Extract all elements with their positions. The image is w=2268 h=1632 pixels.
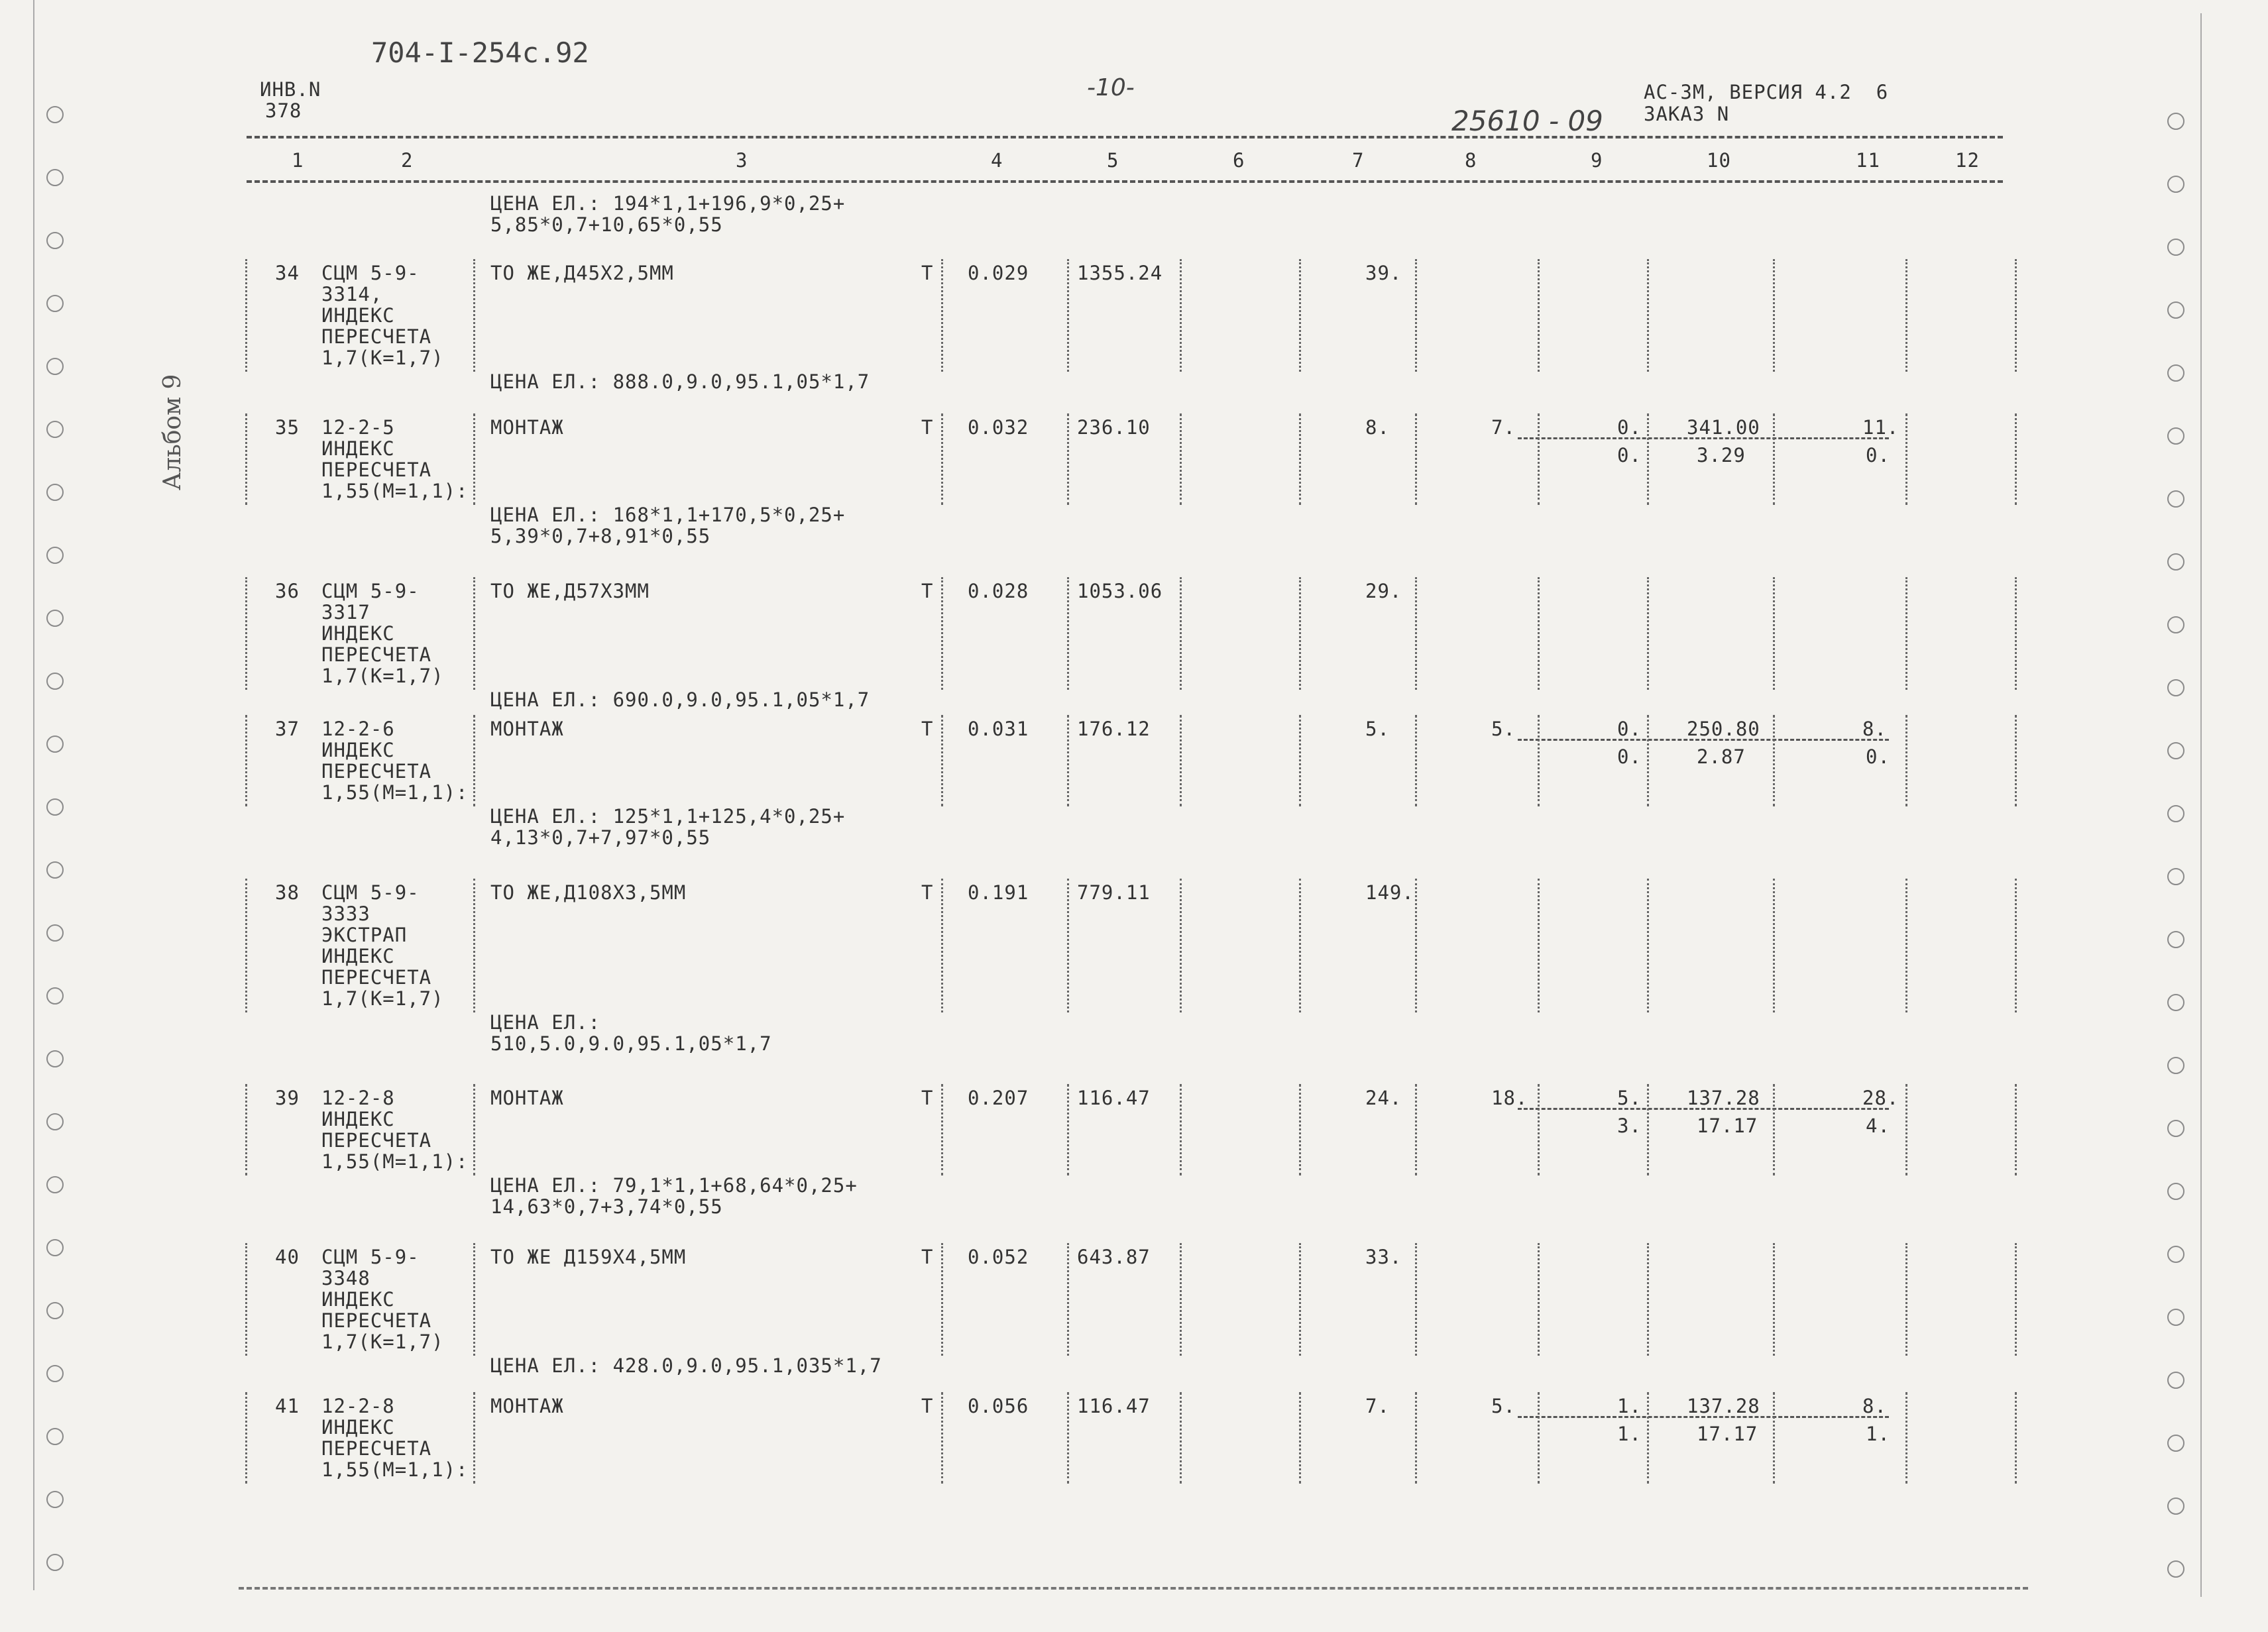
column-separator: [1773, 577, 1775, 690]
column-separator: [1905, 1392, 1907, 1484]
column-header-5: 5: [1107, 149, 1119, 172]
entry-unit: Т: [921, 262, 934, 284]
punch-hole: [46, 1239, 64, 1256]
entry-code-line: 12-2-8: [321, 1087, 395, 1109]
entry-sub-materials: 2.87: [1697, 745, 1746, 768]
punch-hole: [46, 106, 64, 123]
column-separator: [245, 1084, 247, 1175]
entry-code-line: ПЕРЕСЧЕТА: [321, 966, 432, 989]
column-separator: [1180, 1392, 1182, 1484]
punch-hole: [46, 861, 64, 879]
entry-description: ТО ЖЕ,Д57Х3ММ: [490, 580, 650, 602]
entry-number: 35: [275, 416, 300, 439]
footer-rule: [239, 1587, 2028, 1590]
entry-code-line: ИНДЕКС: [321, 739, 395, 761]
sub-rule: [1518, 1108, 1889, 1110]
entry-qty: 0.207: [968, 1087, 1029, 1109]
entry-code-line: 12-2-8: [321, 1395, 395, 1417]
entry-price-line: ЦЕНА ЕЛ.: 125*1,1+125,4*0,25+: [490, 805, 846, 828]
punch-hole: [2167, 553, 2184, 571]
entry-price-line: ЦЕНА ЕЛ.: 888.0,9.0,95.1,05*1,7: [490, 370, 870, 393]
punch-hole: [46, 1302, 64, 1319]
column-separator: [473, 259, 475, 372]
punch-hole: [46, 484, 64, 501]
column-separator: [473, 1243, 475, 1356]
column-separator: [1299, 1084, 1301, 1175]
entry-qty: 0.191: [968, 881, 1029, 904]
punch-hole: [2167, 427, 2184, 445]
column-header-6: 6: [1233, 149, 1245, 172]
column-separator: [1905, 413, 1907, 505]
column-separator: [1538, 1084, 1540, 1175]
punch-hole: [2167, 301, 2184, 319]
column-separator: [473, 1392, 475, 1484]
punch-hole: [46, 987, 64, 1005]
column-separator: [1647, 577, 1649, 690]
punch-hole: [2167, 490, 2184, 508]
entry-code-line: 1,55(М=1,1):: [321, 1150, 469, 1173]
column-separator: [1067, 577, 1069, 690]
left-frame-line: [33, 0, 34, 1590]
entry-machine: 1.: [1617, 1395, 1642, 1417]
entry-price-line: ЦЕНА ЕЛ.: 690.0,9.0,95.1,05*1,7: [490, 688, 870, 711]
entry-code-line: ИНДЕКС: [321, 1108, 395, 1130]
entry-labor: 7.: [1491, 416, 1516, 439]
punch-hole: [2167, 868, 2184, 885]
column-separator: [1538, 577, 1540, 690]
column-separator: [1415, 715, 1417, 806]
column-separator: [473, 577, 475, 690]
punch-hole: [2167, 994, 2184, 1011]
entry-code-line: ЭКСТРАП: [321, 924, 408, 946]
column-header-8: 8: [1465, 149, 1477, 172]
column-separator: [1415, 1392, 1417, 1484]
entry-unit-price: 643.87: [1077, 1246, 1151, 1268]
entry-materials: 341.00: [1687, 416, 1760, 439]
column-separator: [1538, 1243, 1540, 1356]
column-separator: [1647, 259, 1649, 372]
column-separator: [2015, 1392, 2017, 1484]
column-separator: [245, 879, 247, 1012]
column-separator: [1538, 879, 1540, 1012]
punch-hole: [46, 1365, 64, 1382]
entry-number: 34: [275, 262, 300, 284]
column-separator: [1180, 413, 1182, 505]
entry-sub-wages: 0.: [1866, 443, 1890, 466]
entry-labor: 18.: [1491, 1087, 1528, 1109]
entry-code-line: ПЕРЕСЧЕТА: [321, 760, 432, 783]
column-separator: [245, 1392, 247, 1484]
punch-hole: [46, 798, 64, 816]
entry-code-line: 1,7(К=1,7): [321, 1331, 444, 1353]
entry-description: МОНТАЖ: [490, 1087, 564, 1109]
entry-unit-price: 1355.24: [1077, 262, 1163, 284]
punch-hole: [2167, 1372, 2184, 1389]
column-separator: [1067, 715, 1069, 806]
column-separator: [1299, 413, 1301, 505]
entry-wages: 11.: [1862, 416, 1899, 439]
entry-price-line: ЦЕНА ЕЛ.:: [490, 1011, 601, 1034]
column-separator: [1415, 259, 1417, 372]
doc-code: 704-I-254c.92: [371, 36, 589, 69]
punch-hole: [2167, 616, 2184, 633]
column-separator: [473, 879, 475, 1012]
entry-qty: 0.052: [968, 1246, 1029, 1268]
entry-code-line: 3314,: [321, 283, 383, 305]
entry-price-line: 4,13*0,7+7,97*0,55: [490, 826, 711, 849]
entry-code-line: 1,55(М=1,1):: [321, 480, 469, 502]
entry-code-line: ИНДЕКС: [321, 622, 395, 645]
column-separator: [1773, 715, 1775, 806]
column-separator: [1180, 1084, 1182, 1175]
entry-unit: Т: [921, 1395, 934, 1417]
entry-code-line: ИНДЕКС: [321, 1288, 395, 1311]
entry-wages: 8.: [1862, 718, 1887, 740]
column-separator: [1773, 259, 1775, 372]
column-header-12: 12: [1955, 149, 1980, 172]
entry-sub-machine: 3.: [1617, 1114, 1642, 1137]
punch-hole: [46, 169, 64, 186]
punch-hole: [46, 673, 64, 690]
column-separator: [1647, 879, 1649, 1012]
entry-total: 33.: [1365, 1246, 1402, 1268]
punch-hole: [46, 1554, 64, 1571]
entry-unit: Т: [921, 881, 934, 904]
entry-total: 5.: [1365, 718, 1390, 740]
punch-hole: [46, 924, 64, 942]
entry-code-line: ИНДЕКС: [321, 945, 395, 967]
entry-price-line: 5,39*0,7+8,91*0,55: [490, 525, 711, 547]
entry-qty: 0.032: [968, 416, 1029, 439]
entry-description: МОНТАЖ: [490, 718, 564, 740]
column-separator: [1180, 715, 1182, 806]
inv-value: 378: [265, 99, 302, 122]
order-number: 25610 - 09: [1451, 105, 1603, 137]
column-separator: [1415, 1084, 1417, 1175]
entry-price-line: ЦЕНА ЕЛ.: 428.0,9.0,95.1,035*1,7: [490, 1354, 882, 1377]
entry-code-line: 1,55(М=1,1):: [321, 781, 469, 804]
entry-unit-price: 1053.06: [1077, 580, 1163, 602]
column-separator: [941, 1243, 943, 1356]
entry-qty: 0.029: [968, 262, 1029, 284]
punch-hole: [2167, 364, 2184, 382]
column-separator: [1067, 1392, 1069, 1484]
column-header-7: 7: [1352, 149, 1365, 172]
entry-total: 7.: [1365, 1395, 1390, 1417]
column-separator: [1299, 715, 1301, 806]
column-header-3: 3: [736, 149, 748, 172]
column-header-4: 4: [991, 149, 1003, 172]
column-separator: [2015, 1084, 2017, 1175]
column-separator: [245, 1243, 247, 1356]
column-separator: [1905, 577, 1907, 690]
punch-hole: [46, 358, 64, 375]
entry-description: ТО ЖЕ,Д108Х3,5ММ: [490, 881, 687, 904]
entry-total: 149.: [1365, 881, 1414, 904]
column-separator: [1905, 259, 1907, 372]
entry-code-line: 1,55(М=1,1):: [321, 1458, 469, 1481]
column-separator: [1773, 1243, 1775, 1356]
column-separator: [941, 413, 943, 505]
punch-hole: [2167, 113, 2184, 130]
column-separator: [473, 715, 475, 806]
column-separator: [1647, 1084, 1649, 1175]
column-header-9: 9: [1591, 149, 1603, 172]
punch-hole: [2167, 1560, 2184, 1578]
punch-hole: [46, 421, 64, 438]
album-side-label: Альбом 9: [159, 374, 186, 490]
entry-unit: Т: [921, 1246, 934, 1268]
column-separator: [941, 1392, 943, 1484]
punch-hole: [46, 610, 64, 627]
entry-total: 39.: [1365, 262, 1402, 284]
column-separator: [1299, 577, 1301, 690]
column-separator: [1180, 577, 1182, 690]
entry-labor: 5.: [1491, 1395, 1516, 1417]
column-separator: [2015, 715, 2017, 806]
entry-unit: Т: [921, 1087, 934, 1109]
entry-code-line: СЦМ 5-9-: [321, 580, 420, 602]
entry-sub-wages: 0.: [1866, 745, 1890, 768]
punch-hole: [2167, 239, 2184, 256]
sub-rule: [1518, 437, 1889, 439]
entry-sub-machine: 0.: [1617, 745, 1642, 768]
entry-code-line: ПЕРЕСЧЕТА: [321, 1309, 432, 1332]
column-separator: [1067, 879, 1069, 1012]
entry-code-line: 1,7(К=1,7): [321, 665, 444, 687]
punch-hole: [46, 1491, 64, 1508]
column-separator: [1415, 413, 1417, 505]
version-label: АС-3М, ВЕРСИЯ 4.2 6: [1644, 81, 1889, 103]
entry-code-line: ПЕРЕСЧЕТА: [321, 643, 432, 666]
entry-price-line: ЦЕНА ЕЛ.: 79,1*1,1+68,64*0,25+: [490, 1174, 858, 1197]
entry-code-line: 12-2-5: [321, 416, 395, 439]
column-separator: [1180, 259, 1182, 372]
column-header-2: 2: [401, 149, 414, 172]
column-separator: [941, 577, 943, 690]
punch-hole: [2167, 1120, 2184, 1137]
column-separator: [1299, 879, 1301, 1012]
column-separator: [245, 259, 247, 372]
column-separator: [1299, 259, 1301, 372]
punch-hole: [2167, 1497, 2184, 1515]
entry-number: 37: [275, 718, 300, 740]
punch-hole: [46, 735, 64, 753]
entry-code-line: 12-2-6: [321, 718, 395, 740]
column-separator: [941, 879, 943, 1012]
entry-price-line: 14,63*0,7+3,74*0,55: [490, 1195, 723, 1218]
entry-code-line: 1,7(К=1,7): [321, 987, 444, 1010]
column-header-11: 11: [1856, 149, 1880, 172]
entry-labor: 5.: [1491, 718, 1516, 740]
punch-hole: [2167, 1309, 2184, 1326]
punch-hole: [2167, 176, 2184, 193]
entry-description: МОНТАЖ: [490, 416, 564, 439]
inv-label: ИНВ.N: [260, 78, 321, 101]
column-separator: [2015, 577, 2017, 690]
column-separator: [245, 413, 247, 505]
entry-price-line: ЦЕНА ЕЛ.: 168*1,1+170,5*0,25+: [490, 504, 846, 526]
entry-unit-price: 116.47: [1077, 1395, 1151, 1417]
punch-hole: [46, 295, 64, 312]
column-separator: [1067, 1084, 1069, 1175]
entry-wages: 8.: [1862, 1395, 1887, 1417]
entry-number: 39: [275, 1087, 300, 1109]
entry-code-line: ПЕРЕСЧЕТА: [321, 1129, 432, 1152]
column-separator: [1905, 715, 1907, 806]
entry-description: ТО ЖЕ,Д45Х2,5ММ: [490, 262, 674, 284]
punch-hole: [46, 1176, 64, 1193]
entry-unit: Т: [921, 580, 934, 602]
punch-hole: [2167, 742, 2184, 759]
entry-code-line: ПЕРЕСЧЕТА: [321, 459, 432, 481]
column-separator: [1538, 1392, 1540, 1484]
entry-code-line: 1,7(К=1,7): [321, 347, 444, 369]
entry-total: 8.: [1365, 416, 1390, 439]
column-separator: [941, 1084, 943, 1175]
column-separator: [1538, 715, 1540, 806]
punch-hole: [2167, 1246, 2184, 1263]
punch-hole: [46, 1428, 64, 1445]
entry-code-line: СЦМ 5-9-: [321, 1246, 420, 1268]
entry-number: 38: [275, 881, 300, 904]
column-separator: [1067, 413, 1069, 505]
punch-hole: [46, 547, 64, 564]
entry-code-line: ИНДЕКС: [321, 304, 395, 327]
entry-sub-wages: 4.: [1866, 1114, 1890, 1137]
column-separator: [941, 715, 943, 806]
entry-total: 24.: [1365, 1087, 1402, 1109]
entry-materials: 137.28: [1687, 1087, 1760, 1109]
column-separator: [1647, 413, 1649, 505]
entry-code-line: ИНДЕКС: [321, 1416, 395, 1439]
sub-rule: [1518, 1416, 1889, 1418]
column-separator: [941, 259, 943, 372]
column-separator: [1415, 577, 1417, 690]
entry-code-line: ИНДЕКС: [321, 437, 395, 460]
entry-number: 40: [275, 1246, 300, 1268]
column-separator: [1415, 1243, 1417, 1356]
column-separator: [1180, 879, 1182, 1012]
price-line-top-1: ЦЕНА ЕЛ.: 194*1,1+196,9*0,25+: [490, 192, 846, 215]
column-separator: [1299, 1392, 1301, 1484]
column-separator: [2015, 879, 2017, 1012]
entry-code-line: 3317: [321, 601, 370, 624]
entry-qty: 0.056: [968, 1395, 1029, 1417]
entry-unit-price: 116.47: [1077, 1087, 1151, 1109]
entry-unit: Т: [921, 416, 934, 439]
column-separator: [245, 577, 247, 690]
entry-unit-price: 176.12: [1077, 718, 1151, 740]
column-separator: [1180, 1243, 1182, 1356]
entry-qty: 0.028: [968, 580, 1029, 602]
page-mark: -10-: [1087, 74, 1135, 101]
column-separator: [1647, 715, 1649, 806]
entry-description: МОНТАЖ: [490, 1395, 564, 1417]
column-separator: [2015, 259, 2017, 372]
entry-sub-materials: 3.29: [1697, 443, 1746, 466]
column-separator: [1773, 1084, 1775, 1175]
column-header-1: 1: [292, 149, 304, 172]
entry-sub-materials: 17.17: [1697, 1422, 1758, 1445]
entry-total: 29.: [1365, 580, 1402, 602]
entry-materials: 137.28: [1687, 1395, 1760, 1417]
entry-code-line: СЦМ 5-9-: [321, 881, 420, 904]
entry-sub-materials: 17.17: [1697, 1114, 1758, 1137]
header-rule-bottom: [247, 180, 2003, 183]
entry-number: 36: [275, 580, 300, 602]
right-frame-line: [2200, 13, 2202, 1597]
entry-price-line: 510,5.0,9.0,95.1,05*1,7: [490, 1032, 772, 1055]
entry-qty: 0.031: [968, 718, 1029, 740]
column-separator: [1647, 1243, 1649, 1356]
column-separator: [2015, 413, 2017, 505]
entry-unit-price: 236.10: [1077, 416, 1151, 439]
column-separator: [1067, 259, 1069, 372]
entry-unit-price: 779.11: [1077, 881, 1151, 904]
punch-hole: [2167, 931, 2184, 948]
column-separator: [1299, 1243, 1301, 1356]
punch-hole: [46, 232, 64, 249]
punch-hole: [46, 1050, 64, 1067]
column-separator: [245, 715, 247, 806]
entry-description: ТО ЖЕ Д159Х4,5ММ: [490, 1246, 687, 1268]
entry-code-line: 3333: [321, 902, 370, 925]
entry-code-line: ПЕРЕСЧЕТА: [321, 1437, 432, 1460]
column-separator: [473, 1084, 475, 1175]
column-separator: [1905, 879, 1907, 1012]
column-separator: [1773, 1392, 1775, 1484]
entry-code-line: ПЕРЕСЧЕТА: [321, 325, 432, 348]
column-separator: [1067, 1243, 1069, 1356]
entry-number: 41: [275, 1395, 300, 1417]
column-header-10: 10: [1707, 149, 1731, 172]
punch-hole: [2167, 805, 2184, 822]
column-separator: [473, 413, 475, 505]
order-label: ЗАКАЗ N: [1644, 103, 1730, 125]
header-rule-top: [247, 136, 2003, 138]
entry-machine: 0.: [1617, 416, 1642, 439]
entry-sub-machine: 0.: [1617, 443, 1642, 466]
punch-hole: [2167, 679, 2184, 696]
column-separator: [1647, 1392, 1649, 1484]
sub-rule: [1518, 739, 1889, 741]
entry-sub-machine: 1.: [1617, 1422, 1642, 1445]
punch-hole: [46, 1113, 64, 1130]
column-separator: [1905, 1084, 1907, 1175]
column-separator: [1905, 1243, 1907, 1356]
column-separator: [1538, 259, 1540, 372]
column-separator: [2015, 1243, 2017, 1356]
entry-code-line: СЦМ 5-9-: [321, 262, 420, 284]
entry-code-line: 3348: [321, 1267, 370, 1289]
column-separator: [1773, 413, 1775, 505]
entry-machine: 5.: [1617, 1087, 1642, 1109]
punch-hole: [2167, 1183, 2184, 1200]
price-line-top-2: 5,85*0,7+10,65*0,55: [490, 213, 723, 236]
column-separator: [1538, 413, 1540, 505]
punch-hole: [2167, 1435, 2184, 1452]
column-separator: [1415, 879, 1417, 1012]
entry-unit: Т: [921, 718, 934, 740]
punch-hole: [2167, 1057, 2184, 1074]
entry-sub-wages: 1.: [1866, 1422, 1890, 1445]
entry-wages: 28.: [1862, 1087, 1899, 1109]
entry-machine: 0.: [1617, 718, 1642, 740]
column-separator: [1773, 879, 1775, 1012]
entry-materials: 250.80: [1687, 718, 1760, 740]
